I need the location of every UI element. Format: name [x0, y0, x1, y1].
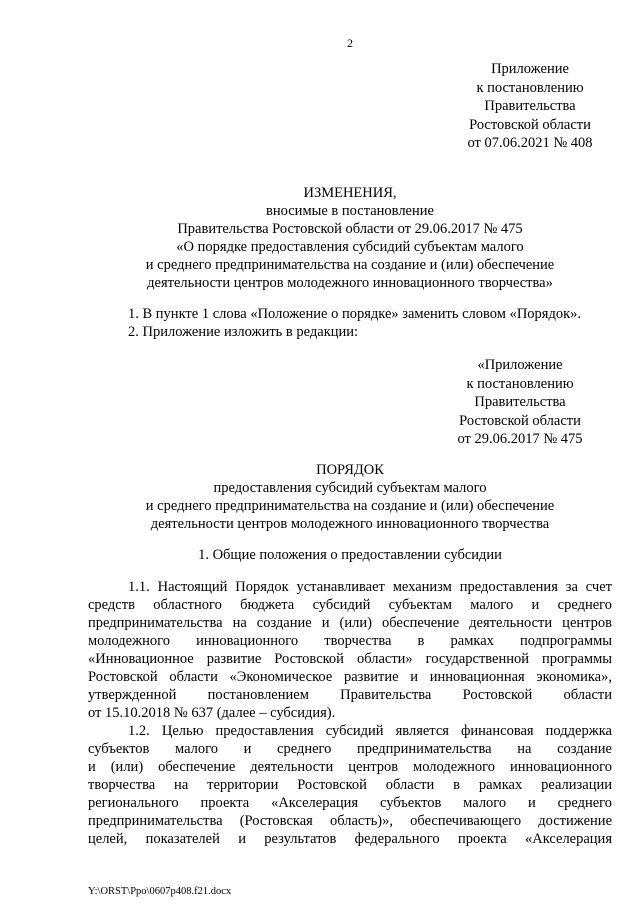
paragraph-line: субъектов малого и среднего предпринимательства на создание	[88, 741, 612, 757]
appendix-top-line: Приложение	[491, 61, 569, 77]
footer-file-path: Y:\ORST\Ppo\0607p408.f21.docx	[88, 886, 232, 897]
changes-title-line: и среднего предпринимательства на создание и (или) обеспечение	[145, 257, 555, 273]
paragraph-line: 1.1. Настоящий Порядок устанавливает механизм предоставления за счет	[128, 579, 612, 595]
appendix-top-line: от 07.06.2021 № 408	[467, 135, 593, 151]
appendix-top-block	[440, 60, 620, 153]
section-heading	[88, 546, 612, 564]
change-item-1: 1. В пункте 1 слова «Положение о порядке» заменить словом «Порядок».	[128, 306, 582, 322]
changes-title-line: ИЗМЕНЕНИЯ,	[303, 185, 397, 201]
appendix-top-line: Ростовской области	[469, 116, 591, 133]
appendix-inner-line: Ростовской области	[459, 412, 581, 429]
changes-title-line: вносимые в постановление	[266, 203, 434, 219]
changes-title-line: Правительства Ростовской области от 29.06.2017 № 475	[177, 221, 523, 237]
paragraph-line: предпринимательства на создание и (или) обеспечение деятельности центров	[88, 615, 612, 631]
change-item-2: 2. Приложение изложить в редакции:	[128, 324, 359, 340]
order-title-line: предоставления субсидий субъектам малого	[213, 480, 487, 496]
order-title-line: ПОРЯДОК	[316, 462, 384, 478]
appendix-top-line: к постановлению	[476, 79, 584, 96]
paragraph-line: регионального проекта «Акселерация субъектов малого и среднего	[88, 795, 612, 811]
order-title-line: и среднего предпринимательства на создание и (или) обеспечение	[145, 498, 555, 514]
changes-title-line: «О порядке предоставления субсидий субъектам малого	[176, 239, 524, 255]
appendix-inner-line: «Приложение	[477, 357, 563, 373]
changes-title	[88, 184, 612, 292]
paragraph-line: «Инновационное развитие Ростовской области» государственной программы	[88, 651, 612, 667]
paragraph-line: предпринимательства (Ростовская область)», обеспечивающего достижение	[88, 813, 612, 829]
changes-title-line: деятельности центров молодежного инновационного творчества»	[147, 275, 553, 291]
paragraph-line: 1.2. Целью предоставления субсидий является финансовая поддержка	[128, 723, 612, 739]
paragraph-line: от 15.10.2018 № 637 (далее – субсидия).	[88, 705, 336, 721]
appendix-inner-line: Правительства	[474, 394, 566, 410]
order-title-line: деятельности центров молодежного инновационного творчества	[150, 516, 550, 532]
appendix-top-line: Правительства	[484, 98, 576, 114]
appendix-inner-block	[430, 356, 610, 449]
paragraph-1-2	[88, 722, 612, 848]
paragraph-line: утвержденной постановлением Правительства Ростовской области	[88, 687, 612, 703]
order-title	[88, 461, 612, 533]
section-heading-text: 1. Общие положения о предоставлении субсидии	[198, 547, 502, 563]
paragraph-line: и (или) обеспечение деятельности центров молодежного инновационного	[88, 759, 612, 775]
paragraph-line: молодежного инновационного творчества в рамках подпрограммы	[88, 633, 612, 649]
paragraph-1-1	[88, 578, 612, 722]
page-number: 2	[347, 36, 353, 50]
appendix-inner-line: от 29.06.2017 № 475	[457, 431, 583, 447]
paragraph-line: целей, показателей и результатов федерального проекта «Акселерация	[88, 831, 612, 847]
paragraph-line: средств областного бюджета субсидий субъектам малого и среднего	[88, 597, 612, 613]
appendix-inner-line: к постановлению	[466, 375, 574, 392]
paragraph-line: Ростовской области «Экономическое развитие и инновационная экономика»,	[88, 669, 612, 685]
paragraph-line: творчества на территории Ростовской области в рамках реализации	[88, 777, 612, 793]
